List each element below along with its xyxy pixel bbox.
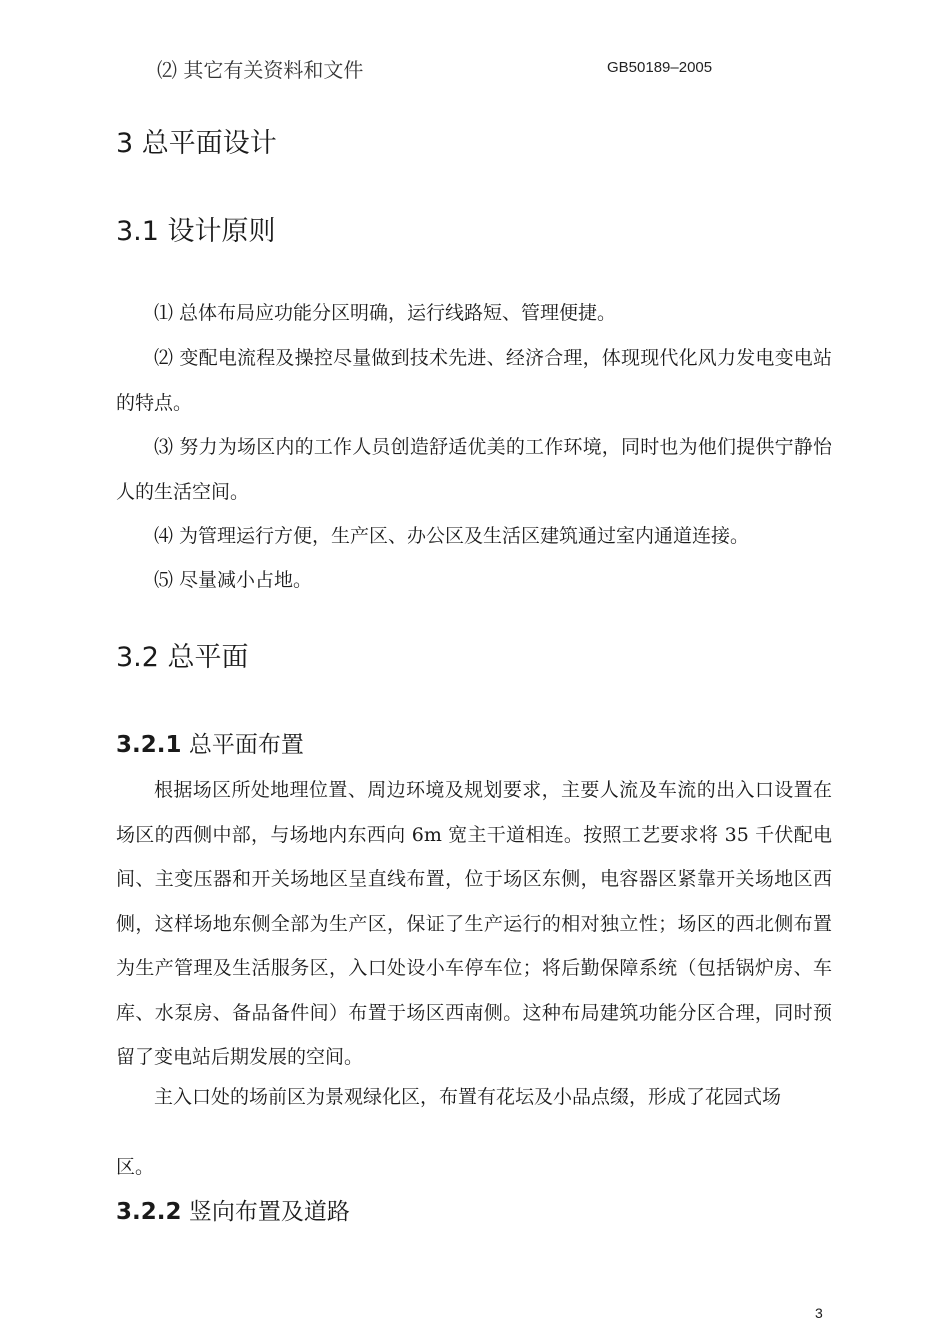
layout-paragraph-1: 根据场区所处地理位置、周边环境及规划要求，主要人流及车流的出入口设置在场区的西侧中部，与场地内东西向 6m 宽主干道相连。按照工艺要求将 35 千伏配电间、主变压器和开关场地区呈直线布置，位于场区东侧，电容器区紧靠开关场地区西侧，这样场地东侧全部为生产区，保证了生产运行的相对独立性；场区的西北侧布置为生产管理及生活服务区，入口处设小车停车位；将后勤保障系统（包括锅炉房、车库、水泵房、备品备件间）布置于场区西南侧。这种布局建筑功能分区合理，同时预留了变电站后期发展的空间。 [116, 779, 832, 1068]
principle-item-2: ⑵ 变配电流程及操控尽量做到技术先进、经济合理，体现现代化风力发电变电站的特点。 [116, 347, 832, 414]
principle-item-4: ⑷ 为管理运行方便，生产区、办公区及生活区建筑通过室内通道连接。 [154, 525, 750, 547]
section-3-2-1-title: 总平面布置 [188, 732, 304, 758]
section-3-2-2-title: 竖向布置及道路 [188, 1199, 350, 1225]
section-3-2-2-heading [116, 1193, 350, 1226]
principle-item-3: ⑶ 努力为场区内的工作人员创造舒适优美的工作环境，同时也为他们提供宁静怡人的生活空间。 [116, 436, 832, 503]
layout-paragraph-2-end: 区。 [116, 1156, 155, 1178]
header-standard-code: GB50189–2005 [607, 59, 713, 76]
principle-item-1: ⑴ 总体布局应功能分区明确，运行线路短、管理便捷。 [154, 302, 617, 324]
page-number: 3 [815, 1305, 823, 1321]
section-3-title: 3 总平面设计 [116, 128, 277, 159]
layout-paragraph-2: 主入口处的场前区为景观绿化区，布置有花坛及小品点缀，形成了花园式场 [154, 1086, 782, 1108]
section-3-2-1-number: 3.2.1 [116, 732, 182, 758]
section-3-2-2-number: 3.2.2 [116, 1199, 182, 1225]
section-3-1-title: 3.1 设计原则 [116, 216, 276, 247]
section-3-2-1-heading [116, 726, 304, 759]
header-left-text: ⑵ 其它有关资料和文件 [157, 58, 364, 82]
principle-item-5: ⑸ 尽量减小占地。 [154, 569, 313, 591]
section-3-2-title: 3.2 总平面 [116, 642, 249, 673]
